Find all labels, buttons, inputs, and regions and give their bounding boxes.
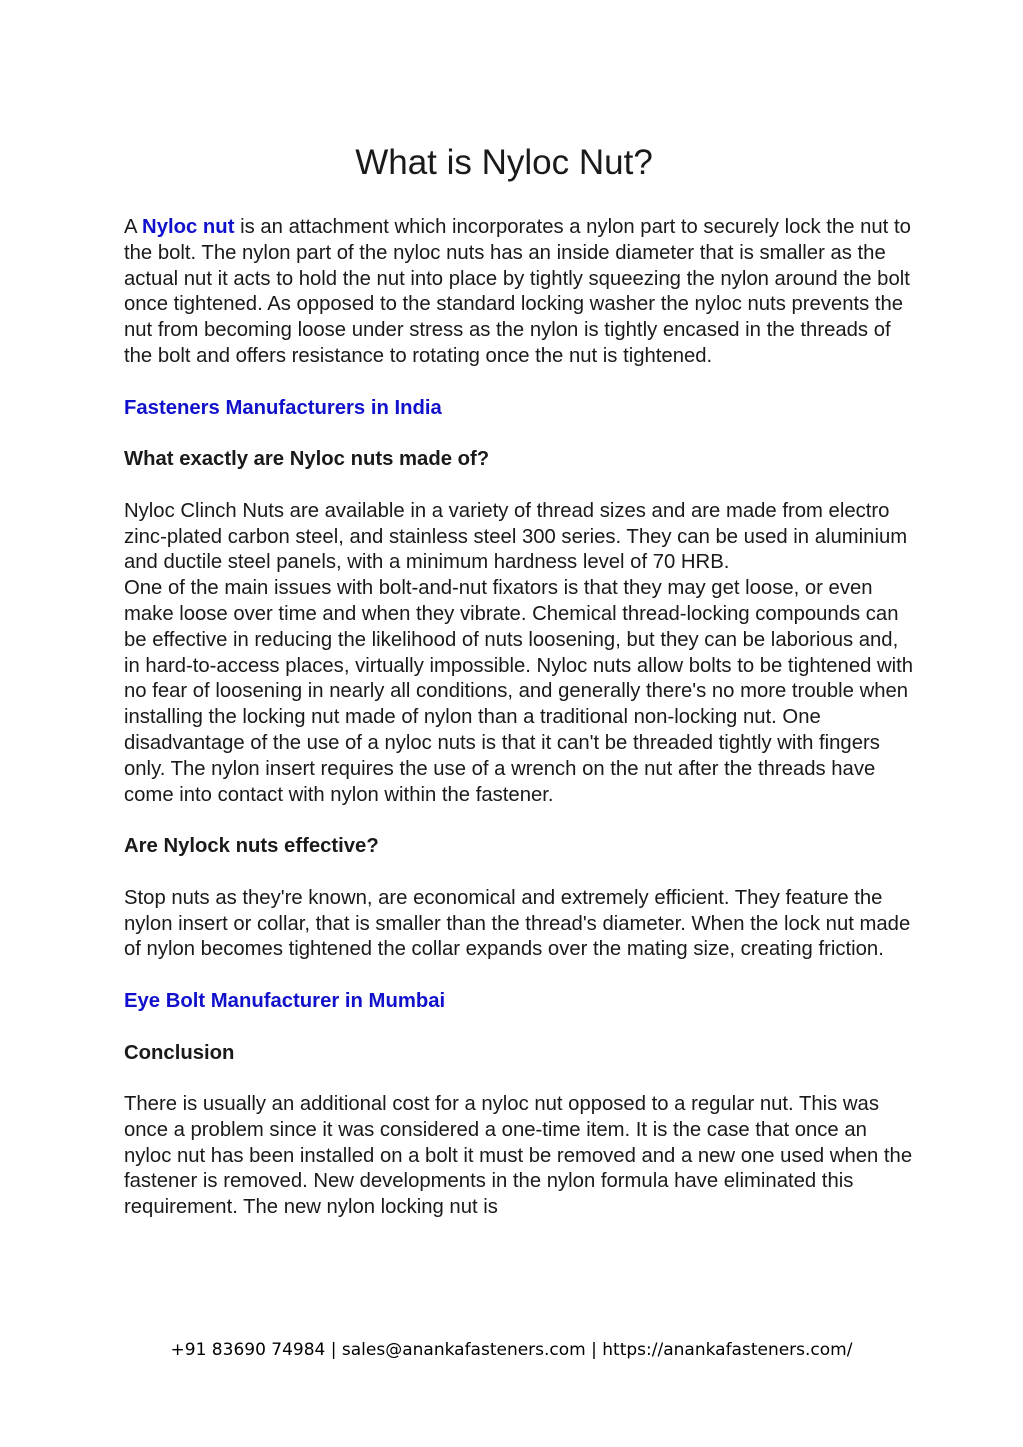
- section-heading-effective: Are Nylock nuts effective?: [124, 835, 379, 858]
- footer-contact: +91 83690 74984 | sales@anankafasteners.com | https://anankafasteners.com/: [170, 1340, 853, 1360]
- section-heading-conclusion: Conclusion: [124, 1041, 235, 1064]
- page-title: What is Nyloc Nut?: [355, 143, 653, 182]
- nyloc-nut-link[interactable]: Nyloc nut: [142, 216, 235, 238]
- intro-prefix: A: [124, 216, 143, 238]
- paragraph-effective: Stop nuts as they're known, are economical and extremely efficient. They feature the nylon insert or collar, that is smaller than the thread's diameter. When the lock nut made of nylon becomes tightened the collar expands over the mating size, creating friction.: [124, 886, 911, 961]
- eye-bolt-link[interactable]: Eye Bolt Manufacturer in Mumbai: [124, 989, 446, 1012]
- intro-text: is an attachment which incorporates a nylon part to securely lock the nut to the bolt. The nylon part of the nyloc nuts has an inside diameter that is smaller as the actual nut it acts to hold the nut into place by tightly squeezing the nylon around the bolt once tightened. As opposed to the standard locking washer the nyloc nuts prevents the nut from becoming loose under stress as the nylon is tightly encased in the threads of the bolt and offers resistance to rotating once the nut is tightened.: [124, 216, 911, 367]
- section-heading-made-of: What exactly are Nyloc nuts made of?: [124, 448, 490, 471]
- paragraph-made-of: Nyloc Clinch Nuts are available in a variety of thread sizes and are made from electro zinc-plated carbon steel, and stainless steel 300 series. They can be used in aluminium and ductile steel panels, with a minimum hardness level of 70 HRB.: [124, 499, 908, 574]
- fasteners-manufacturers-link[interactable]: Fasteners Manufacturers in India: [124, 396, 442, 419]
- paragraph-issues: One of the main issues with bolt-and-nut fixators is that they may get loose, or even make loose over time and when they vibrate. Chemical thread-locking compounds can be effective in reducing the likelihood of nuts loosening, but they can be laborious and, in hard-to-access places, virtually impossible. Nyloc nuts allow bolts to be tightened with no fear of loosening in nearly all conditions, and generally there's no more trouble when installing the locking nut made of nylon than a traditional non-locking nut. One disadvantage of the use of a nyloc nuts is that it can't be threaded tightly with fingers only. The nylon insert requires the use of a wrench on the nut after the threads have come into contact with nylon within the fastener.: [124, 577, 914, 806]
- paragraph-conclusion: There is usually an additional cost for a nyloc nut opposed to a regular nut. This was once a problem since it was considered a one-time item. It is the case that once an nyloc nut has been installed on a bolt it must be removed and a new one used when the fastener is removed. New developments in the nylon formula have eliminated this requirement. The new nylon locking nut is: [124, 1093, 913, 1219]
- document-body: [124, 142, 914, 1247]
- intro-paragraph: [124, 215, 914, 370]
